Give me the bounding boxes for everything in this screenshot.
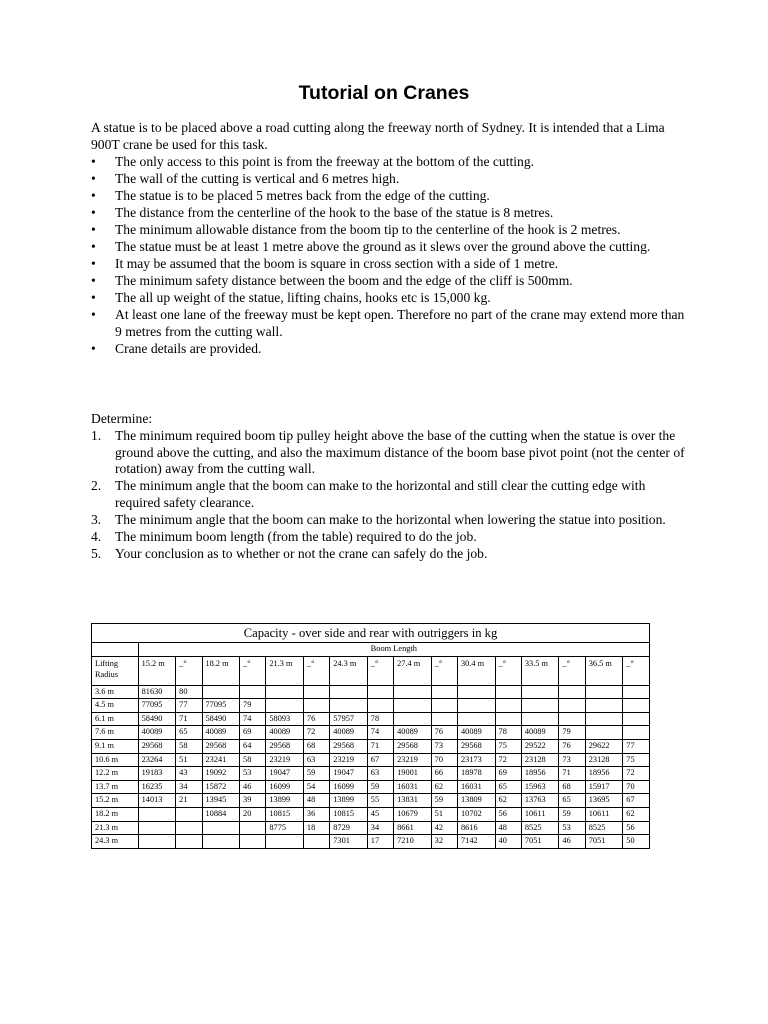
angle-cell: 78: [367, 712, 393, 726]
angle-cell: 70: [431, 753, 457, 767]
empty-corner-cell: [92, 643, 139, 657]
angle-cell: 62: [431, 780, 457, 794]
question-item: [91, 478, 691, 511]
bullet-icon: •: [91, 205, 96, 220]
angle-cell: [495, 685, 521, 699]
angle-column-header: _°: [431, 656, 457, 685]
capacity-cell: 23219: [330, 753, 368, 767]
capacity-cell: 77095: [202, 699, 240, 713]
angle-cell: 54: [303, 780, 329, 794]
requirement-text: The statue must be at least 1 metre above the ground as it slews over the ground above the cutting.: [115, 239, 651, 254]
angle-cell: [240, 821, 266, 835]
capacity-cell: 23128: [521, 753, 559, 767]
requirement-item: [91, 171, 691, 188]
question-text: The minimum boom length (from the table) required to do the job.: [115, 528, 477, 544]
angle-cell: 21: [176, 794, 202, 808]
capacity-cell: 19001: [394, 767, 432, 781]
capacity-cell: 13831: [394, 794, 432, 808]
capacity-cell: [266, 685, 304, 699]
question-text: Your conclusion as to whether or not the crane can safely do the job.: [115, 545, 488, 561]
lifting-radius-cell: 13.7 m: [92, 780, 139, 794]
capacity-cell: 8616: [458, 821, 496, 835]
angle-column-header: _°: [240, 656, 266, 685]
requirement-text: The only access to this point is from the freeway at the bottom of the cutting.: [115, 154, 535, 169]
capacity-cell: 57957: [330, 712, 368, 726]
capacity-cell: [202, 685, 240, 699]
angle-cell: 63: [367, 767, 393, 781]
boom-length-column-header: 15.2 m: [138, 656, 176, 685]
capacity-cell: 10815: [330, 807, 368, 821]
angle-column-header: _°: [303, 656, 329, 685]
capacity-cell: [585, 699, 623, 713]
table-row: [92, 780, 650, 794]
lifting-radius-cell: 10.6 m: [92, 753, 139, 767]
requirement-item: [91, 205, 691, 222]
angle-cell: 68: [559, 780, 585, 794]
capacity-cell: 18956: [585, 767, 623, 781]
angle-cell: 72: [495, 753, 521, 767]
angle-cell: 65: [559, 794, 585, 808]
capacity-cell: 8661: [394, 821, 432, 835]
bullet-icon: •: [91, 273, 96, 288]
table-header-row: [92, 656, 650, 685]
angle-cell: 71: [367, 739, 393, 753]
table-row: [92, 767, 650, 781]
capacity-cell: 29568: [458, 739, 496, 753]
requirement-item: [91, 341, 691, 358]
capacity-cell: 14013: [138, 794, 176, 808]
table-row: [92, 726, 650, 740]
angle-cell: 59: [303, 767, 329, 781]
capacity-cell: 7051: [521, 835, 559, 849]
capacity-cell: 58093: [266, 712, 304, 726]
angle-cell: 77: [623, 739, 650, 753]
capacity-cell: 40089: [138, 726, 176, 740]
capacity-cell: [458, 699, 496, 713]
table-row: [92, 794, 650, 808]
table-row: [92, 753, 650, 767]
requirement-item: [91, 188, 691, 205]
angle-cell: 46: [240, 780, 266, 794]
capacity-cell: 23219: [394, 753, 432, 767]
boom-length-column-header: 27.4 m: [394, 656, 432, 685]
angle-cell: 40: [495, 835, 521, 849]
angle-cell: [495, 712, 521, 726]
table-row: [92, 699, 650, 713]
capacity-cell: [521, 712, 559, 726]
question-number: 3.: [91, 511, 102, 527]
angle-cell: [240, 835, 266, 849]
lifting-radius-cell: 24.3 m: [92, 835, 139, 849]
table-row: [92, 821, 650, 835]
capacity-cell: [458, 685, 496, 699]
capacity-cell: 13899: [266, 794, 304, 808]
capacity-cell: [330, 699, 368, 713]
angle-cell: 59: [431, 794, 457, 808]
angle-cell: 78: [495, 726, 521, 740]
angle-cell: 53: [240, 767, 266, 781]
bullet-icon: •: [91, 188, 96, 203]
bullet-icon: •: [91, 171, 96, 186]
capacity-cell: [585, 685, 623, 699]
table-row: [92, 807, 650, 821]
angle-cell: 76: [559, 739, 585, 753]
question-item: [91, 428, 691, 478]
requirement-item: [91, 239, 691, 256]
capacity-cell: 8525: [585, 821, 623, 835]
capacity-cell: [394, 699, 432, 713]
angle-cell: 74: [240, 712, 266, 726]
capacity-cell: 10611: [585, 807, 623, 821]
angle-cell: [559, 699, 585, 713]
capacity-cell: 29568: [138, 739, 176, 753]
lifting-radius-cell: 3.6 m: [92, 685, 139, 699]
capacity-cell: [521, 699, 559, 713]
capacity-cell: 13945: [202, 794, 240, 808]
capacity-cell: [394, 685, 432, 699]
bullet-icon: •: [91, 290, 96, 305]
angle-cell: 20: [240, 807, 266, 821]
requirement-item: [91, 290, 691, 307]
angle-cell: 73: [559, 753, 585, 767]
angle-cell: 66: [431, 767, 457, 781]
angle-cell: 34: [367, 821, 393, 835]
bullet-icon: •: [91, 239, 96, 254]
requirement-text: At least one lane of the freeway must be kept open. Therefore no part of the crane may extend more than 9 metres from the cutting wall.: [115, 307, 685, 339]
capacity-cell: 29622: [585, 739, 623, 753]
angle-cell: 70: [623, 780, 650, 794]
capacity-cell: 7051: [585, 835, 623, 849]
angle-cell: 72: [623, 767, 650, 781]
angle-cell: 68: [303, 739, 329, 753]
capacity-cell: 23173: [458, 753, 496, 767]
angle-cell: [623, 685, 650, 699]
capacity-cell: 8775: [266, 821, 304, 835]
angle-cell: 58: [176, 739, 202, 753]
capacity-cell: 15963: [521, 780, 559, 794]
angle-cell: 71: [176, 712, 202, 726]
capacity-cell: [266, 835, 304, 849]
angle-cell: 59: [559, 807, 585, 821]
capacity-cell: 8729: [330, 821, 368, 835]
bullet-icon: •: [91, 340, 96, 356]
bullet-icon: •: [91, 256, 96, 271]
angle-cell: 79: [240, 699, 266, 713]
angle-cell: 75: [495, 739, 521, 753]
capacity-cell: 40089: [458, 726, 496, 740]
capacity-cell: [585, 712, 623, 726]
requirement-text: The all up weight of the statue, lifting chains, hooks etc is 15,000 kg.: [115, 290, 491, 305]
capacity-cell: 40089: [202, 726, 240, 740]
determine-label: Determine:: [91, 411, 153, 426]
capacity-cell: 18956: [521, 767, 559, 781]
lifting-radius-cell: 4.5 m: [92, 699, 139, 713]
question-number: 4.: [91, 528, 102, 544]
table-row: [92, 739, 650, 753]
angle-column-header: _°: [495, 656, 521, 685]
capacity-table: [91, 623, 650, 849]
capacity-cell: 23219: [266, 753, 304, 767]
angle-cell: [303, 685, 329, 699]
lifting-radius-cell: 9.1 m: [92, 739, 139, 753]
intro-paragraph: A statue is to be placed above a road cutting along the freeway north of Sydney. It is intended that a Lima 900T crane be used for this task.: [91, 120, 665, 152]
question-number: 5.: [91, 545, 102, 561]
question-number: 1.: [91, 428, 102, 443]
capacity-cell: [202, 821, 240, 835]
angle-cell: 50: [623, 835, 650, 849]
angle-cell: 65: [176, 726, 202, 740]
angle-cell: 77: [176, 699, 202, 713]
requirement-item: [91, 256, 691, 273]
capacity-cell: 23128: [585, 753, 623, 767]
lifting-radius-cell: 7.6 m: [92, 726, 139, 740]
capacity-cell: 13763: [521, 794, 559, 808]
angle-cell: 65: [495, 780, 521, 794]
angle-column-header: _°: [176, 656, 202, 685]
boom-length-column-header: 18.2 m: [202, 656, 240, 685]
table-row: [92, 685, 650, 699]
capacity-cell: 16031: [394, 780, 432, 794]
capacity-cell: 19047: [330, 767, 368, 781]
capacity-cell: 29568: [330, 739, 368, 753]
angle-cell: [367, 699, 393, 713]
angle-cell: 48: [303, 794, 329, 808]
capacity-cell: [138, 821, 176, 835]
angle-cell: 18: [303, 821, 329, 835]
angle-cell: 76: [431, 726, 457, 740]
capacity-cell: 40089: [330, 726, 368, 740]
angle-cell: 32: [431, 835, 457, 849]
angle-cell: 72: [303, 726, 329, 740]
angle-cell: 75: [623, 753, 650, 767]
angle-cell: [559, 712, 585, 726]
angle-cell: [623, 726, 650, 740]
capacity-cell: 15872: [202, 780, 240, 794]
requirement-item: [91, 154, 691, 171]
angle-cell: 43: [176, 767, 202, 781]
angle-cell: 62: [495, 794, 521, 808]
question-item: [91, 512, 691, 529]
angle-cell: 45: [367, 807, 393, 821]
capacity-cell: 7301: [330, 835, 368, 849]
angle-cell: 69: [240, 726, 266, 740]
capacity-cell: 40089: [521, 726, 559, 740]
angle-cell: 58: [240, 753, 266, 767]
boom-length-column-header: 30.4 m: [458, 656, 496, 685]
angle-cell: 80: [176, 685, 202, 699]
angle-cell: 34: [176, 780, 202, 794]
angle-cell: 17: [367, 835, 393, 849]
question-text: The minimum angle that the boom can make to the horizontal and still clear the cutting edge with required safety clearance.: [115, 478, 646, 510]
capacity-cell: 77095: [138, 699, 176, 713]
requirement-text: Crane details are provided.: [115, 340, 262, 356]
capacity-cell: 16099: [330, 780, 368, 794]
capacity-cell: 16099: [266, 780, 304, 794]
angle-cell: 59: [367, 780, 393, 794]
capacity-cell: [138, 807, 176, 821]
angle-cell: 71: [559, 767, 585, 781]
angle-cell: [303, 699, 329, 713]
angle-cell: [367, 685, 393, 699]
angle-cell: [176, 835, 202, 849]
page-title: Tutorial on Cranes: [298, 82, 470, 104]
capacity-cell: 7210: [394, 835, 432, 849]
angle-cell: 51: [176, 753, 202, 767]
capacity-cell: 8525: [521, 821, 559, 835]
lifting-radius-header: Lifting Radius: [92, 656, 139, 685]
angle-cell: 73: [431, 739, 457, 753]
angle-cell: [176, 821, 202, 835]
capacity-cell: 16031: [458, 780, 496, 794]
lifting-radius-cell: 15.2 m: [92, 794, 139, 808]
capacity-cell: 7142: [458, 835, 496, 849]
angle-column-header: _°: [559, 656, 585, 685]
angle-cell: 48: [495, 821, 521, 835]
angle-cell: [495, 699, 521, 713]
requirement-item: [91, 273, 691, 290]
capacity-cell: 29568: [202, 739, 240, 753]
boom-length-column-header: 33.5 m: [521, 656, 559, 685]
capacity-cell: 10702: [458, 807, 496, 821]
capacity-cell: 23264: [138, 753, 176, 767]
capacity-cell: 40089: [266, 726, 304, 740]
requirement-text: The distance from the centerline of the hook to the base of the statue is 8 metres.: [115, 205, 554, 220]
angle-cell: 39: [240, 794, 266, 808]
angle-cell: [559, 685, 585, 699]
capacity-cell: [330, 685, 368, 699]
bullet-icon: •: [91, 307, 96, 322]
capacity-cell: 13809: [458, 794, 496, 808]
angle-cell: [431, 685, 457, 699]
capacity-cell: [458, 712, 496, 726]
angle-cell: 67: [367, 753, 393, 767]
angle-cell: 56: [495, 807, 521, 821]
capacity-cell: 58490: [138, 712, 176, 726]
capacity-cell: [585, 726, 623, 740]
capacity-cell: 40089: [394, 726, 432, 740]
angle-cell: 69: [495, 767, 521, 781]
table-caption: Capacity - over side and rear with outriggers in kg: [92, 624, 650, 643]
capacity-cell: 13695: [585, 794, 623, 808]
table-row: [92, 835, 650, 849]
angle-cell: 55: [367, 794, 393, 808]
capacity-cell: 10815: [266, 807, 304, 821]
capacity-cell: 18978: [458, 767, 496, 781]
questions-list: [91, 428, 691, 563]
angle-cell: [303, 835, 329, 849]
angle-cell: 76: [303, 712, 329, 726]
capacity-cell: [521, 685, 559, 699]
requirement-item: [91, 222, 691, 239]
capacity-cell: 81630: [138, 685, 176, 699]
requirement-text: The wall of the cutting is vertical and 6 metres high.: [115, 171, 400, 186]
question-item: [91, 546, 691, 563]
capacity-cell: 15917: [585, 780, 623, 794]
angle-cell: [240, 685, 266, 699]
angle-cell: 51: [431, 807, 457, 821]
angle-cell: 63: [303, 753, 329, 767]
angle-cell: [623, 699, 650, 713]
angle-cell: 42: [431, 821, 457, 835]
requirement-item: [91, 307, 691, 340]
capacity-cell: 10884: [202, 807, 240, 821]
angle-cell: [176, 807, 202, 821]
bullet-icon: •: [91, 154, 96, 169]
boom-length-column-header: 36.5 m: [585, 656, 623, 685]
angle-cell: 79: [559, 726, 585, 740]
angle-column-header: _°: [623, 656, 650, 685]
capacity-cell: 29522: [521, 739, 559, 753]
requirement-text: The minimum safety distance between the boom and the edge of the cliff is 500mm.: [115, 273, 573, 288]
capacity-cell: 19092: [202, 767, 240, 781]
capacity-cell: [266, 699, 304, 713]
question-item: [91, 529, 691, 546]
boom-length-column-header: 21.3 m: [266, 656, 304, 685]
angle-cell: 36: [303, 807, 329, 821]
angle-cell: 64: [240, 739, 266, 753]
boom-length-header: Boom Length: [138, 643, 649, 657]
question-text: The minimum required boom tip pulley height above the base of the cutting when the statue is over the ground above the cutting, and also the maximum distance of the boom base pivot point (not the center of rotation) away from the cutting wall.: [115, 428, 685, 476]
capacity-cell: 29568: [394, 739, 432, 753]
requirement-text: It may be assumed that the boom is square in cross section with a side of 1 metre.: [115, 256, 559, 271]
angle-cell: 62: [623, 807, 650, 821]
angle-cell: 53: [559, 821, 585, 835]
question-text: The minimum angle that the boom can make to the horizontal when lowering the statue into position.: [115, 511, 666, 527]
lifting-radius-cell: 21.3 m: [92, 821, 139, 835]
bullet-icon: •: [91, 222, 96, 237]
capacity-cell: 16235: [138, 780, 176, 794]
angle-cell: [431, 699, 457, 713]
requirement-text: The minimum allowable distance from the boom tip to the centerline of the hook is 2 metres.: [115, 222, 621, 237]
angle-cell: [431, 712, 457, 726]
capacity-cell: 23241: [202, 753, 240, 767]
capacity-cell: [138, 835, 176, 849]
question-number: 2.: [91, 478, 102, 493]
capacity-cell: 13899: [330, 794, 368, 808]
lifting-radius-cell: 6.1 m: [92, 712, 139, 726]
capacity-cell: 19183: [138, 767, 176, 781]
capacity-cell: 10679: [394, 807, 432, 821]
angle-cell: 46: [559, 835, 585, 849]
lifting-radius-cell: 12.2 m: [92, 767, 139, 781]
angle-cell: 67: [623, 794, 650, 808]
capacity-cell: [394, 712, 432, 726]
boom-length-column-header: 24.3 m: [330, 656, 368, 685]
table-row: [92, 712, 650, 726]
angle-cell: 56: [623, 821, 650, 835]
angle-cell: 74: [367, 726, 393, 740]
capacity-cell: 10611: [521, 807, 559, 821]
lifting-radius-cell: 18.2 m: [92, 807, 139, 821]
angle-cell: [623, 712, 650, 726]
requirements-list: [91, 154, 691, 358]
capacity-cell: 19047: [266, 767, 304, 781]
capacity-cell: 58490: [202, 712, 240, 726]
capacity-cell: [202, 835, 240, 849]
capacity-cell: 29568: [266, 739, 304, 753]
angle-column-header: _°: [367, 656, 393, 685]
requirement-text: The statue is to be placed 5 metres back from the edge of the cutting.: [115, 188, 490, 203]
